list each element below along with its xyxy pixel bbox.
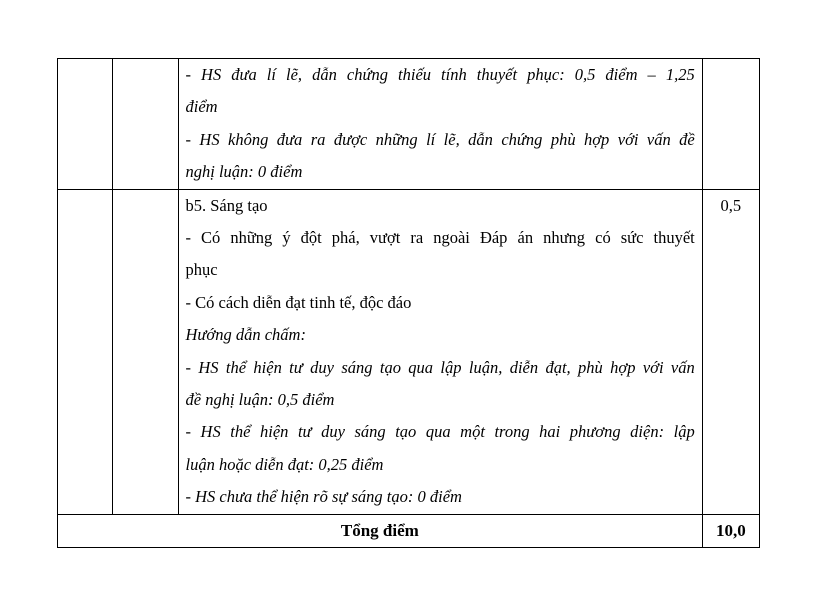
criteria-line: nghị luận: 0 điểm [185, 162, 303, 182]
grading-guide-line: - HS thể hiện tư duy sáng tạo qua lập luận, diễn đạt, phù hợp với vấn [185, 357, 695, 377]
total-score: 10,0 [702, 514, 759, 547]
section-cell [58, 59, 113, 190]
grading-guide-line: - HS thể hiện tư duy sáng tạo qua một trong hai phương diện: lập [185, 422, 695, 442]
score-cell [702, 59, 759, 190]
criteria-cell [178, 59, 702, 190]
criteria-line: - HS không đưa ra được những lí lẽ, dẫn chứng phù hợp với vấn đề [185, 129, 695, 149]
criteria-line: phục [185, 260, 218, 280]
score-cell [702, 189, 759, 514]
criteria-heading: b5. Sáng tạo [185, 195, 268, 215]
grading-rubric-table [57, 58, 760, 548]
subsection-cell [113, 59, 178, 190]
table-row [58, 59, 760, 190]
section-cell [58, 189, 113, 514]
criteria-line: - HS đưa lí lẽ, dẫn chứng thiếu tính thuyết phục: 0,5 điểm – 1,25 [185, 65, 695, 84]
criteria-line: - Có những ý đột phá, vượt ra ngoài Đáp án nhưng có sức thuyết [185, 228, 695, 248]
subsection-cell [113, 189, 178, 514]
score-value: 0,5 [720, 195, 742, 215]
criteria-line: điểm [185, 97, 218, 117]
grading-guide-line: luận hoặc diễn đạt: 0,25 điểm [185, 454, 384, 474]
table-row [58, 189, 760, 514]
grading-guide-title: Hướng dẫn chấm: [185, 325, 306, 345]
grading-guide-line: đề nghị luận: 0,5 điểm [185, 390, 335, 410]
total-row [58, 514, 760, 547]
criteria-cell [178, 189, 702, 514]
criteria-line: - Có cách diễn đạt tinh tế, độc đáo [185, 292, 412, 312]
total-label: Tổng điểm [58, 514, 703, 547]
grading-guide-line: - HS chưa thể hiện rõ sự sáng tạo: 0 điểm [185, 487, 462, 507]
